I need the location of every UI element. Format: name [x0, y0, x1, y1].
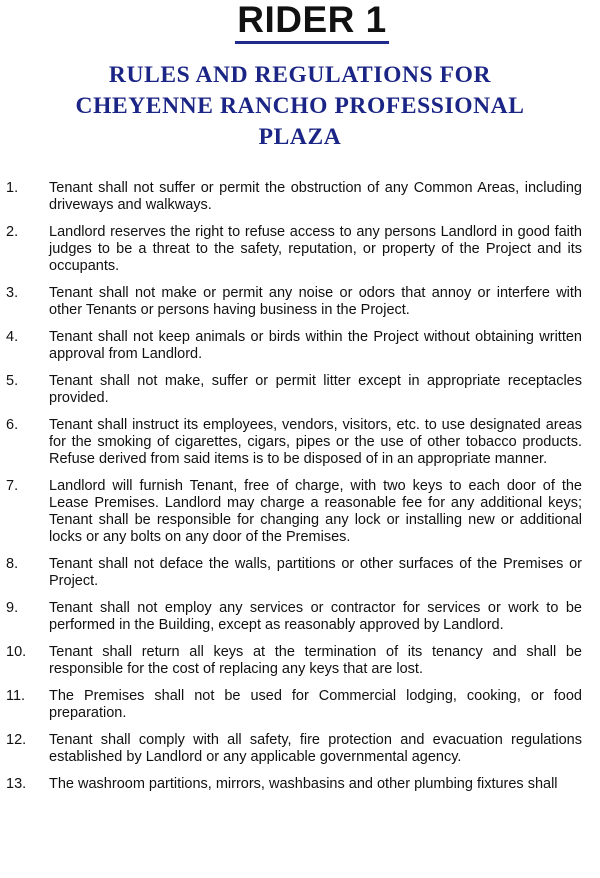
- rule-item: [0, 373, 600, 407]
- rule-item: [0, 224, 600, 275]
- rule-number: 2.: [6, 224, 19, 240]
- rule-number: 8.: [6, 556, 19, 572]
- rule-number: 6.: [6, 417, 19, 433]
- rule-text: Tenant shall comply with all safety, fire protection and evacuation regulations established by Landlord or any applicable governmental agency.: [49, 732, 582, 765]
- rule-item: [0, 556, 600, 590]
- rule-number: 11.: [6, 688, 26, 704]
- rider-heading: [0, 0, 600, 44]
- rule-text: Tenant shall not deface the walls, partitions or other surfaces of the Premises or Project.: [49, 556, 582, 589]
- rule-number: 9.: [6, 600, 19, 616]
- rule-text: Tenant shall return all keys at the termination of its tenancy and shall be responsible for the cost of replacing any keys that are lost.: [49, 644, 582, 677]
- title-line-2: CHEYENNE RANCHO PROFESSIONAL: [75, 93, 525, 119]
- rule-item: [0, 600, 600, 634]
- rule-item: [0, 644, 600, 678]
- rule-text: Landlord reserves the right to refuse access to any persons Landlord in good faith judges to be a threat to the safety, reputation, or property of the Project and its occupants.: [49, 224, 582, 274]
- rule-number: 10.: [6, 644, 27, 660]
- rule-text: The Premises shall not be used for Commercial lodging, cooking, or food preparation.: [49, 688, 582, 721]
- rule-item: [0, 688, 600, 722]
- rule-item: [0, 732, 600, 766]
- rule-item: [0, 180, 600, 214]
- rule-number: 1.: [6, 180, 19, 196]
- rule-number: 7.: [6, 478, 19, 494]
- title-line-3: PLAZA: [258, 124, 342, 150]
- rule-text: Tenant shall not make, suffer or permit litter except in appropriate receptacles provided.: [49, 373, 582, 406]
- rule-number: 3.: [6, 285, 19, 301]
- rule-number: 12.: [6, 732, 27, 748]
- rule-text: Tenant shall not suffer or permit the obstruction of any Common Areas, including driveways and walkways.: [49, 180, 582, 213]
- rule-number: 13.: [6, 776, 27, 792]
- rule-text: Tenant shall not make or permit any noise or odors that annoy or interfere with other Tenants or persons having business in the Project.: [49, 285, 582, 318]
- rule-text: Tenant shall not keep animals or birds within the Project without obtaining written approval from Landlord.: [49, 329, 582, 362]
- rule-item: [0, 776, 600, 793]
- rider-label: RIDER 1: [235, 0, 388, 44]
- title-line-1: RULES AND REGULATIONS FOR: [108, 62, 492, 88]
- rule-text: The washroom partitions, mirrors, washbasins and other plumbing fixtures shall: [49, 776, 558, 792]
- rule-text: Tenant shall instruct its employees, vendors, visitors, etc. to use designated areas for the smoking of cigarettes, cigars, pipes or the use of other tobacco products. Refuse derived from said items is to be disposed of in an appropriate manner.: [49, 417, 582, 467]
- document-title: [0, 60, 600, 153]
- rule-text: Landlord will furnish Tenant, free of charge, with two keys to each door of the Lease Premises. Landlord may charge a reasonable fee for any additional keys; Tenant shall be responsible for changing any lock or installing new or additional locks or any bolts on any door of the Premises.: [49, 478, 582, 545]
- rule-item: [0, 285, 600, 319]
- rule-number: 4.: [6, 329, 19, 345]
- rule-item: [0, 329, 600, 363]
- rule-item: [0, 417, 600, 468]
- rule-number: 5.: [6, 373, 19, 389]
- rules-list: [0, 180, 600, 803]
- rule-item: [0, 478, 600, 546]
- rule-text: Tenant shall not employ any services or contractor for services or work to be performed in the Building, except as reasonably approved by Landlord.: [49, 600, 582, 633]
